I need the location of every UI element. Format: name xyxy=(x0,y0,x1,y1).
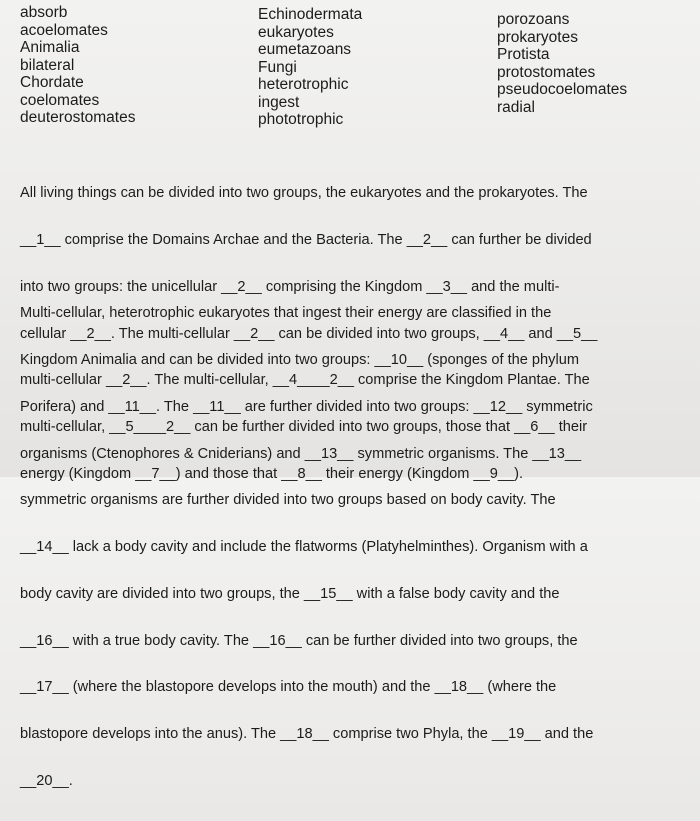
word-bank-term: eumetazoans xyxy=(258,41,352,58)
word-bank-term: absorb xyxy=(20,4,68,21)
word-bank-term: Fungi xyxy=(258,58,297,76)
paragraph-line: cellular __2__. The multi-cellular __2__ can be divided into two groups, __4__ and __5__ xyxy=(20,325,598,342)
word-bank-term: porozoans xyxy=(497,11,570,28)
paragraph-line: blastopore develops into the anus). The __18__ comprise two Phyla, the __19__ and the xyxy=(20,726,594,743)
word-bank-term: radial xyxy=(497,98,535,116)
word-bank-term: ingest xyxy=(258,93,300,111)
paragraph-line: __1__ comprise the Domains Archae and the Bacteria. The __2__ can further be divided xyxy=(20,231,592,248)
word-bank-term: pseudocoelomates xyxy=(497,81,628,98)
paragraph-animalia xyxy=(20,275,690,821)
word-bank-term: bilateral xyxy=(20,56,75,74)
paragraph-line: Multi-cellular, heterotrophic eukaryotes that ingest their energy are classified in the xyxy=(20,305,552,322)
word-bank-column-2 xyxy=(258,6,362,129)
word-bank-term: phototrophic xyxy=(258,111,344,128)
word-bank-term: coelomates xyxy=(20,91,100,109)
paragraph-line: symmetric organisms are further divided into two groups based on body cavity. The xyxy=(20,492,556,509)
word-bank-term: protostomates xyxy=(497,63,596,81)
word-bank-term: Animalia xyxy=(20,39,80,56)
paragraph-line: energy (Kingdom __7__) and those that __8__ their energy (Kingdom __9__). xyxy=(20,465,524,482)
paragraph-line: __14__ lack a body cavity and include the flatworms (Platyhelminthes). Organism with a xyxy=(20,539,588,556)
paragraph-line: into two groups: the unicellular __2__ comprising the Kingdom __3__ and the multi- xyxy=(20,278,560,295)
word-bank-term: acoelomates xyxy=(20,21,108,39)
word-bank-term: prokaryotes xyxy=(497,28,578,46)
paragraph-line: multi-cellular __2__. The multi-cellular, __4____2__ comprise the Kingdom Plantae. The xyxy=(20,372,590,389)
word-bank-term: deuterostomates xyxy=(20,109,136,126)
paragraph-line: All living things can be divided into two groups, the eukaryotes and the prokaryotes. The xyxy=(20,185,588,202)
word-bank-term: Chordate xyxy=(20,74,84,91)
paragraph-line: Porifera) and __11__. The __11__ are further divided into two groups: __12__ symmetric xyxy=(20,398,593,415)
paragraph-line: __16__ with a true body cavity. The __16__ can be further divided into two groups, the xyxy=(20,632,578,649)
paragraph-line: body cavity are divided into two groups, the __15__ with a false body cavity and the xyxy=(20,585,560,602)
paragraph-line: Kingdom Animalia and can be divided into two groups: __10__ (sponges of the phylum xyxy=(20,351,579,368)
paragraph-line: multi-cellular, __5____2__ can be further divided into two groups, those that __6__ their xyxy=(20,419,588,436)
word-bank-term: heterotrophic xyxy=(258,76,349,93)
word-bank-term: eukaryotes xyxy=(258,23,334,41)
word-bank-term: Echinodermata xyxy=(258,6,363,23)
word-bank-column-3 xyxy=(497,11,627,116)
paragraph-line: __17__ (where the blastopore develops into the mouth) and the __18__ (where the xyxy=(20,679,557,696)
paragraph-line: organisms (Ctenophores & Cniderians) and __13__ symmetric organisms. The __13__ xyxy=(20,445,582,462)
word-bank-column-1 xyxy=(20,4,135,127)
word-bank-term: Protista xyxy=(497,46,550,63)
paragraph-line: __20__. xyxy=(20,773,73,789)
